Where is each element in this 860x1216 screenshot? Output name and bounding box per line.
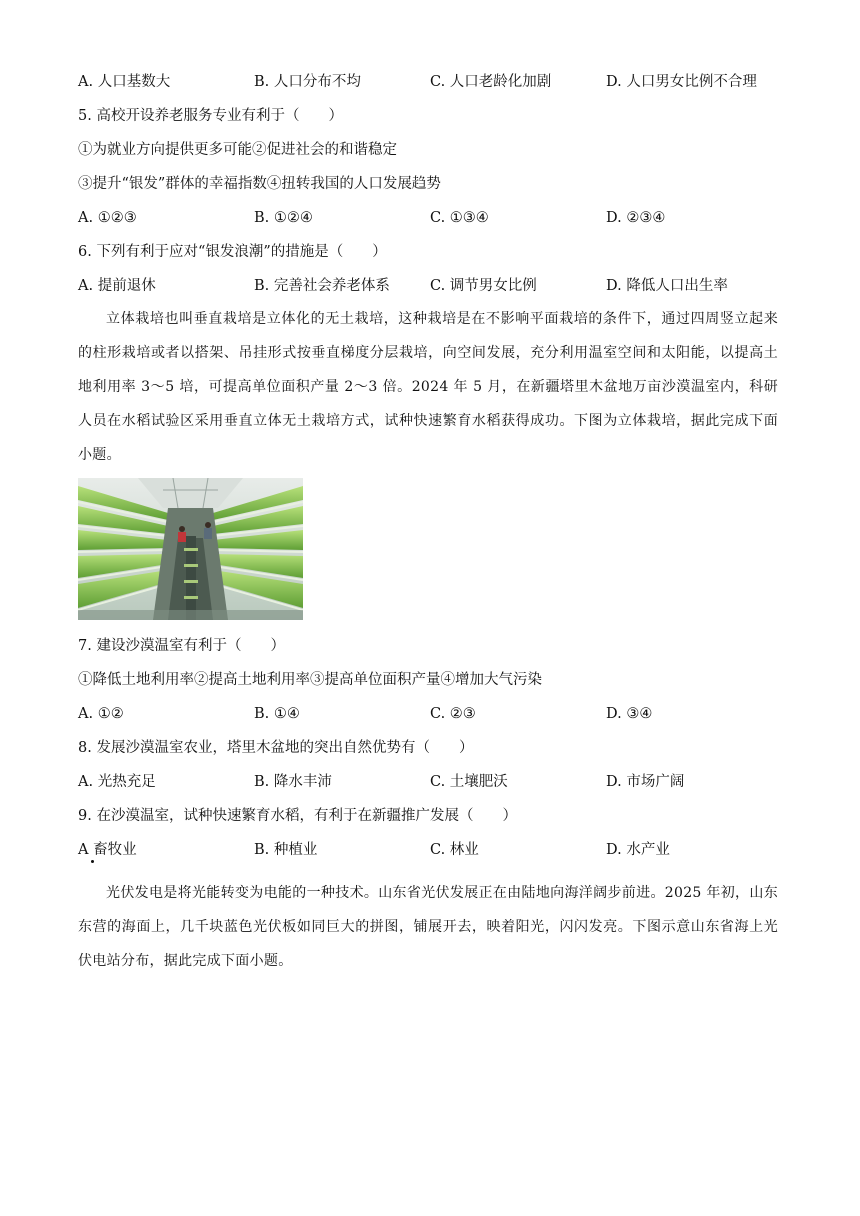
- q5-statements-2: ③提升“银发”群体的幸福指数④扭转我国的人口发展趋势: [78, 176, 441, 192]
- q8-option-a[interactable]: A. 光热充足: [78, 774, 156, 790]
- q9-option-a[interactable]: A 畜牧业: [78, 842, 137, 858]
- q9-option-b[interactable]: B. 种植业: [254, 842, 318, 858]
- q4-options: [78, 72, 778, 92]
- q7-statements: ①降低土地利用率②提高土地利用率③提高单位面积产量④增加大气污染: [78, 672, 542, 688]
- q8-stem: 8. 发展沙漠温室农业，塔里木盆地的突出自然优势有（ ）: [78, 740, 474, 756]
- q8-option-c[interactable]: C. 土壤肥沃: [430, 774, 508, 790]
- q5-stem: 5. 高校开设养老服务专业有利于（ ）: [78, 108, 343, 124]
- q4-option-c[interactable]: C. 人口老龄化加剧: [430, 74, 552, 90]
- q5-option-d[interactable]: D. ②③④: [606, 210, 666, 226]
- q5-statements-1: ①为就业方向提供更多可能②促进社会的和谐稳定: [78, 142, 397, 158]
- q7-option-d[interactable]: D. ③④: [606, 706, 653, 722]
- q6-options: [78, 276, 778, 296]
- q6-option-b[interactable]: B. 完善社会养老体系: [254, 278, 390, 294]
- q6-option-c[interactable]: C. 调节男女比例: [430, 278, 537, 294]
- passage-vertical-cultivation: 立体栽培也叫垂直栽培是立体化的无土栽培，这种栽培是在不影响平面栽培的条件下，通过四周竖立起来的柱形栽培或者以搭架、吊挂形式按垂直梯度分层栽培，向空间发展，充分利用温室空间和太阳能，以提高土地利用率 3～5 培，可提高单位面积产量 2～3 倍。2024 年 5 月，在新疆塔里木盆地万亩沙漠温室内，科研人员在水稻试验区采用垂直立体无土栽培方式，试种快速繁育水稻获得成功。下图为立体栽培，据此完成下面小题。: [78, 311, 778, 463]
- q7-option-a[interactable]: A. ①②: [78, 706, 124, 722]
- q7-option-b[interactable]: B. ①④: [254, 706, 300, 722]
- q9-stem: 9. 在沙漠温室，试种快速繁育水稻，有利于在新疆推广发展（ ）: [78, 808, 517, 824]
- q6-stem: 6. 下列有利于应对“银发浪潮”的措施是（ ）: [78, 244, 387, 260]
- q7-stem: 7. 建设沙漠温室有利于（ ）: [78, 638, 285, 654]
- q4-option-a[interactable]: A. 人口基数大: [78, 74, 171, 90]
- q8-option-d[interactable]: D. 市场广阔: [606, 774, 685, 790]
- vertical-cultivation-photo: [78, 478, 303, 620]
- q5-option-b[interactable]: B. ①②④: [254, 210, 313, 226]
- q6-option-d[interactable]: D. 降低人口出生率: [606, 278, 728, 294]
- q4-option-d[interactable]: D. 人口男女比例不合理: [606, 74, 757, 90]
- q6-option-a[interactable]: A. 提前退休: [78, 278, 156, 294]
- q5-option-c[interactable]: C. ①③④: [430, 210, 489, 226]
- q9-options: [78, 840, 778, 860]
- q9-option-c[interactable]: C. 林业: [430, 842, 479, 858]
- passage-offshore-photovoltaic: 光伏发电是将光能转变为电能的一种技术。山东省光伏发展正在由陆地向海洋阔步前进。2025 年初，山东东营的海面上，几千块蓝色光伏板如同巨大的拼图，铺展开去，映着阳光，闪闪发亮。下图示意山东省海上光伏电站分布，据此完成下面小题。: [78, 885, 778, 969]
- q9-option-d[interactable]: D. 水产业: [606, 842, 670, 858]
- q7-option-c[interactable]: C. ②③: [430, 706, 476, 722]
- q8-option-b[interactable]: B. 降水丰沛: [254, 774, 332, 790]
- q7-options: [78, 704, 778, 724]
- q4-option-b[interactable]: B. 人口分布不均: [254, 74, 361, 90]
- q8-options: [78, 772, 778, 792]
- q5-options: [78, 208, 778, 228]
- q5-option-a[interactable]: A. ①②③: [78, 210, 137, 226]
- stray-dot-mark: [91, 860, 94, 863]
